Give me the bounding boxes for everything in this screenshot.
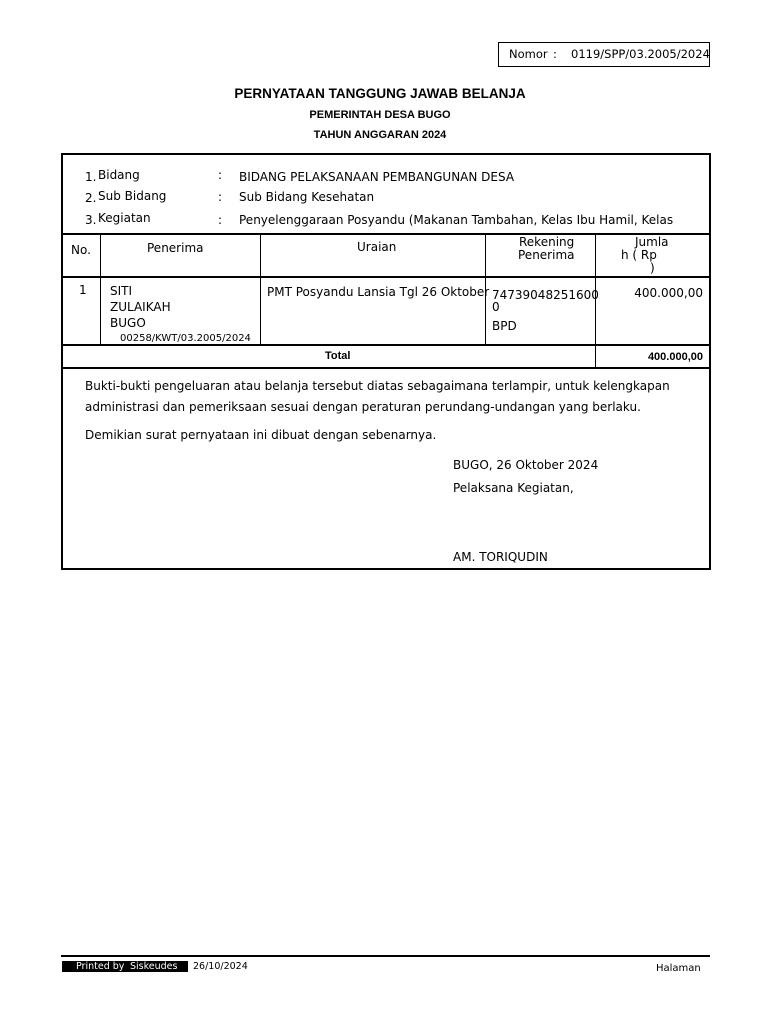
col-header-rekening-1: Rekening — [519, 235, 575, 249]
col-header-jumlah-1: Jumla — [635, 235, 669, 249]
info-num-1: 1. — [85, 170, 97, 184]
page-label: Halaman — [656, 963, 701, 974]
place-date: BUGO, 26 Oktober 2024 — [453, 458, 599, 472]
col-header-jumlah-3: ) — [650, 261, 655, 275]
statement-paragraph-line1: Bukti-bukti pengeluaran atau belanja tersebut diatas sebagaimana terlampir, untuk kelengkapan — [85, 379, 670, 393]
signer-name: AM. TORIQUDIN — [453, 550, 548, 564]
nomor-value: 0119/SPP/03.2005/2024 — [571, 47, 710, 61]
info-label-bidang: Bidang — [98, 168, 140, 182]
info-label-sub-bidang: Sub Bidang — [98, 189, 167, 203]
statement-frame — [61, 153, 711, 570]
row-no: 1 — [79, 283, 87, 297]
nomor-label: Nomor — [509, 47, 548, 61]
printed-by-app: Siskeudes — [130, 961, 178, 972]
col-header-penerima: Penerima — [147, 241, 204, 255]
footer-divider — [61, 955, 710, 957]
col-header-no: No. — [71, 243, 91, 257]
row-rekening-line1: 74739048251600 — [492, 288, 599, 302]
info-value-kegiatan: Penyelenggaraan Posyandu (Makanan Tambahan, Kelas Ibu Hamil, Kelas — [239, 213, 674, 227]
info-value-bidang: BIDANG PELAKSANAAN PEMBANGUNAN DESA — [239, 170, 515, 184]
info-colon: : — [218, 168, 223, 182]
col-header-rekening-2: Penerima — [518, 248, 575, 262]
closing-sentence: Demikian surat pernyataan ini dibuat dengan sebenarnya. — [85, 428, 437, 442]
document-subtitle-government: PEMERINTAH DESA BUGO — [309, 109, 451, 121]
printed-by-label: Printed by — [76, 961, 125, 972]
row-penerima-line2: ZULAIKAH — [110, 300, 171, 314]
row-penerima-line1: SITI — [110, 284, 133, 298]
document-title: PERNYATAAN TANGGUNG JAWAB BELANJA — [234, 86, 526, 101]
info-colon: : — [218, 190, 223, 204]
row-kwitansi-number: 00258/KWT/03.2005/2024 — [120, 333, 251, 344]
info-num-2: 2. — [85, 191, 97, 205]
total-label: Total — [325, 350, 351, 362]
print-date: 26/10/2024 — [193, 961, 248, 972]
total-value: 400.000,00 — [647, 351, 703, 363]
col-header-jumlah-2: h ( Rp — [621, 248, 657, 262]
info-value-sub-bidang: Sub Bidang Kesehatan — [239, 190, 375, 204]
nomor-colon: : — [553, 47, 557, 61]
info-colon: : — [218, 213, 223, 227]
row-rekening-line2: 0 — [492, 300, 500, 314]
signer-role: Pelaksana Kegiatan, — [453, 481, 574, 495]
document-subtitle-year: TAHUN ANGGARAN 2024 — [313, 129, 447, 141]
info-label-kegiatan: Kegiatan — [98, 211, 151, 225]
info-num-3: 3. — [85, 213, 97, 227]
printed-by-badge — [62, 961, 188, 972]
col-header-uraian: Uraian — [357, 240, 397, 254]
row-jumlah: 400.000,00 — [634, 286, 703, 300]
document-number-box — [498, 42, 710, 67]
row-penerima-line3: BUGO — [110, 316, 146, 330]
statement-paragraph-line2: administrasi dan pemeriksaan sesuai dengan peraturan perundang-undangan yang berlaku. — [85, 400, 641, 414]
row-uraian: PMT Posyandu Lansia Tgl 26 Oktober — [267, 285, 490, 299]
row-bank: BPD — [492, 319, 517, 333]
